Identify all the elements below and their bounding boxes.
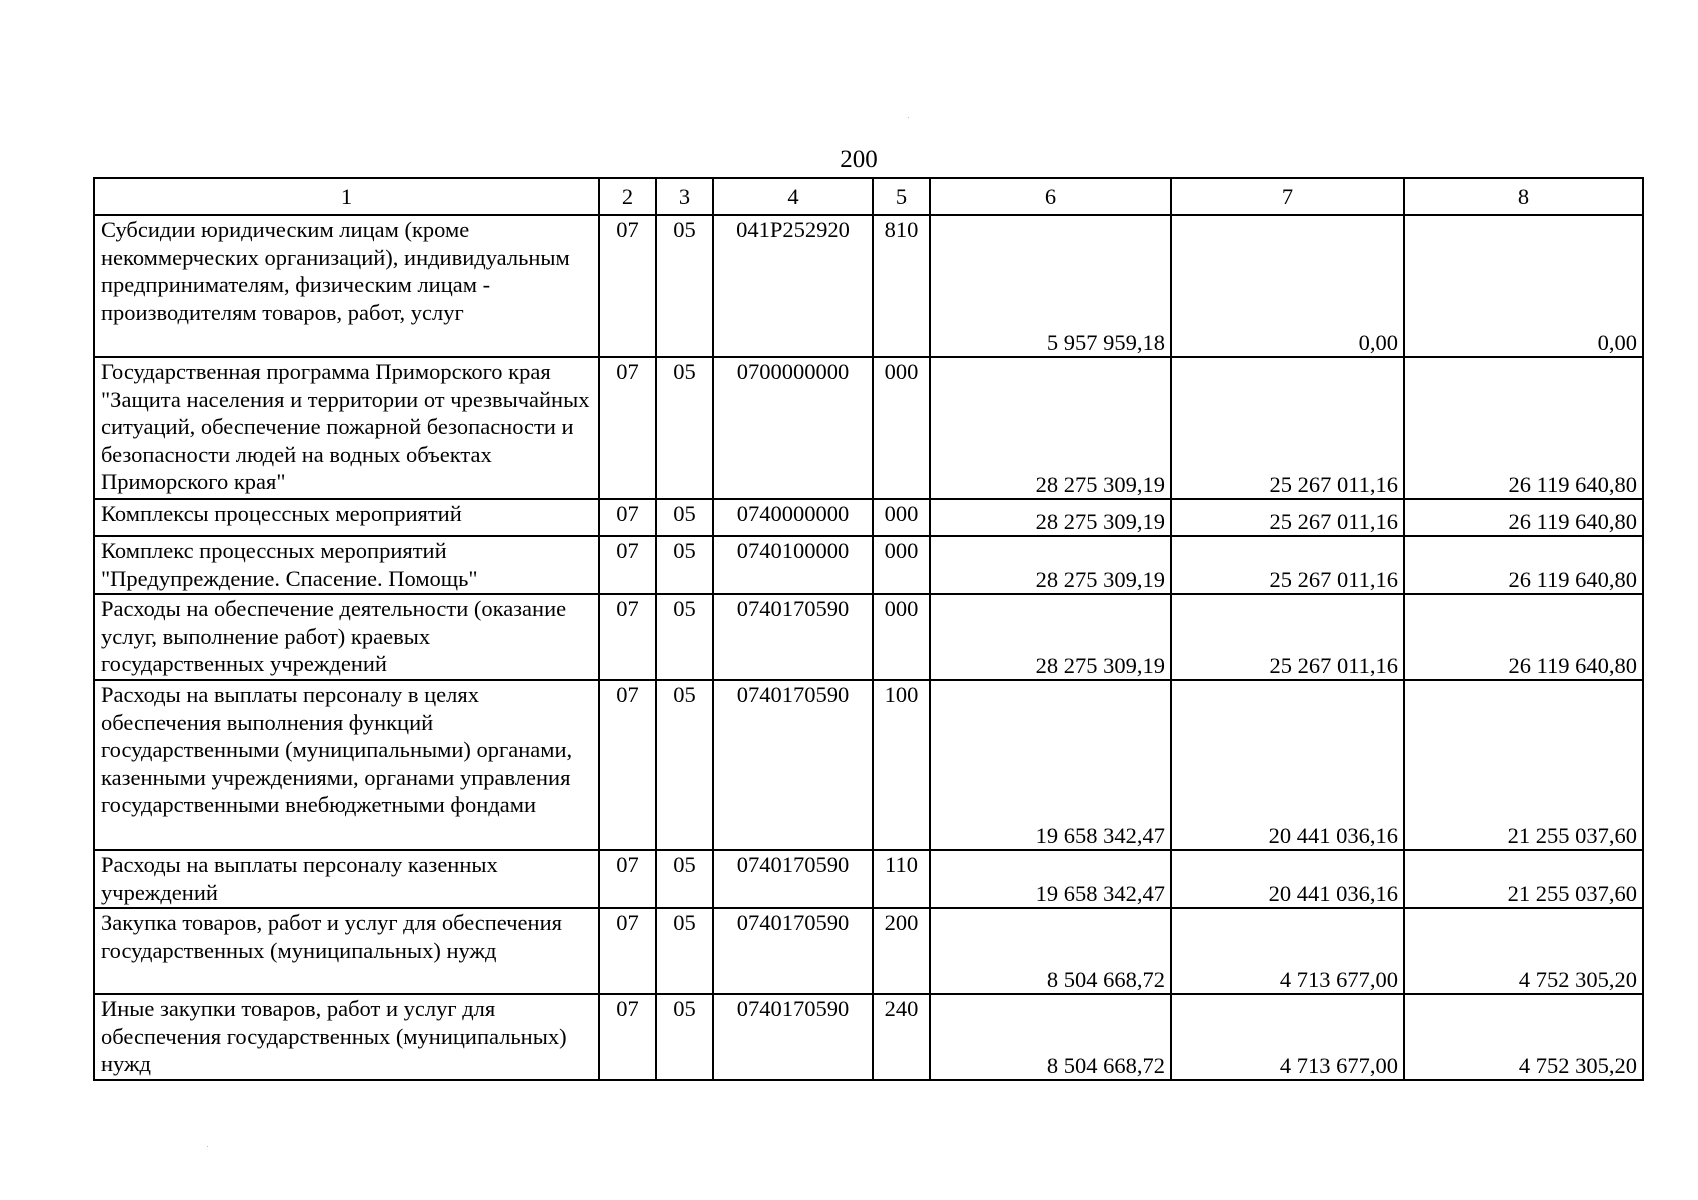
row-section: 07 <box>599 215 656 357</box>
row-target-article: 0740170590 <box>713 908 873 994</box>
row-subsection: 05 <box>656 594 713 680</box>
row-amount-col6: 8 504 668,72 <box>930 908 1171 994</box>
row-target-article: 0740170590 <box>713 680 873 850</box>
row-subsection: 05 <box>656 357 713 499</box>
header-col-5: 5 <box>873 178 930 215</box>
row-subsection: 05 <box>656 536 713 594</box>
row-subsection: 05 <box>656 908 713 994</box>
row-amount-col7: 20 441 036,16 <box>1171 850 1404 908</box>
budget-table <box>93 177 1644 1081</box>
header-col-1: 1 <box>94 178 599 215</box>
table-row <box>94 594 1643 680</box>
table-body <box>94 215 1643 1080</box>
table-row <box>94 215 1643 357</box>
row-section: 07 <box>599 908 656 994</box>
row-amount-col6: 19 658 342,47 <box>930 850 1171 908</box>
row-expense-type: 000 <box>873 499 930 536</box>
row-section: 07 <box>599 850 656 908</box>
row-target-article: 0740000000 <box>713 499 873 536</box>
table-row <box>94 908 1643 994</box>
row-subsection: 05 <box>656 680 713 850</box>
table-row <box>94 680 1643 850</box>
row-expense-type: 000 <box>873 536 930 594</box>
row-amount-col7: 20 441 036,16 <box>1171 680 1404 850</box>
row-amount-col8: 26 119 640,80 <box>1404 536 1643 594</box>
row-amount-col7: 4 713 677,00 <box>1171 994 1404 1080</box>
row-name: Комплексы процессных мероприятий <box>94 499 599 536</box>
row-name: Расходы на обеспечение деятельности (оказание услуг, выполнение работ) краевых государственных учреждений <box>94 594 599 680</box>
row-expense-type: 000 <box>873 594 930 680</box>
row-amount-col8: 21 255 037,60 <box>1404 680 1643 850</box>
row-amount-col8: 26 119 640,80 <box>1404 594 1643 680</box>
row-amount-col7: 25 267 011,16 <box>1171 536 1404 594</box>
row-amount-col7: 4 713 677,00 <box>1171 908 1404 994</box>
row-amount-col7: 25 267 011,16 <box>1171 594 1404 680</box>
row-name: Закупка товаров, работ и услуг для обеспечения государственных (муниципальных) нужд <box>94 908 599 994</box>
row-section: 07 <box>599 680 656 850</box>
row-amount-col6: 19 658 342,47 <box>930 680 1171 850</box>
header-col-3: 3 <box>656 178 713 215</box>
row-amount-col6: 28 275 309,19 <box>930 357 1171 499</box>
table-row <box>94 499 1643 536</box>
row-name: Субсидии юридическим лицам (кроме некоммерческих организаций), индивидуальным предпринимателям, физическим лицам - производителям товаров, работ, услуг <box>94 215 599 357</box>
row-subsection: 05 <box>656 850 713 908</box>
row-amount-col8: 21 255 037,60 <box>1404 850 1643 908</box>
row-name: Комплекс процессных мероприятий "Предупреждение. Спасение. Помощь" <box>94 536 599 594</box>
row-target-article: 041P252920 <box>713 215 873 357</box>
row-amount-col8: 26 119 640,80 <box>1404 357 1643 499</box>
row-subsection: 05 <box>656 994 713 1080</box>
header-col-2: 2 <box>599 178 656 215</box>
row-name: Иные закупки товаров, работ и услуг для обеспечения государственных (муниципальных) нужд <box>94 994 599 1080</box>
row-target-article: 0740100000 <box>713 536 873 594</box>
row-subsection: 05 <box>656 499 713 536</box>
row-amount-col6: 28 275 309,19 <box>930 536 1171 594</box>
row-target-article: 0740170590 <box>713 850 873 908</box>
row-amount-col8: 4 752 305,20 <box>1404 908 1643 994</box>
row-name: Расходы на выплаты персоналу в целях обеспечения выполнения функций государственными (муниципальными) органами, казенными учреждениями, органами управления государственными внебюджетными фондами <box>94 680 599 850</box>
row-section: 07 <box>599 994 656 1080</box>
row-amount-col7: 25 267 011,16 <box>1171 499 1404 536</box>
row-section: 07 <box>599 536 656 594</box>
header-col-7: 7 <box>1171 178 1404 215</box>
row-amount-col6: 8 504 668,72 <box>930 994 1171 1080</box>
scan-speck <box>207 1146 208 1147</box>
row-target-article: 0740170590 <box>713 594 873 680</box>
row-section: 07 <box>599 594 656 680</box>
row-target-article: 0700000000 <box>713 357 873 499</box>
row-expense-type: 810 <box>873 215 930 357</box>
row-section: 07 <box>599 499 656 536</box>
table-row <box>94 994 1643 1080</box>
table-row <box>94 850 1643 908</box>
row-amount-col8: 26 119 640,80 <box>1404 499 1643 536</box>
row-target-article: 0740170590 <box>713 994 873 1080</box>
row-name: Расходы на выплаты персоналу казенных учреждений <box>94 850 599 908</box>
row-name: Государственная программа Приморского края "Защита населения и территории от чрезвычайных ситуаций, обеспечение пожарной безопасности и безопасности людей на водных объектах Приморского края" <box>94 357 599 499</box>
row-expense-type: 000 <box>873 357 930 499</box>
row-expense-type: 100 <box>873 680 930 850</box>
header-row <box>94 178 1643 215</box>
row-amount-col6: 28 275 309,19 <box>930 499 1171 536</box>
table-row <box>94 536 1643 594</box>
row-amount-col8: 4 752 305,20 <box>1404 994 1643 1080</box>
row-amount-col6: 28 275 309,19 <box>930 594 1171 680</box>
header-col-4: 4 <box>713 178 873 215</box>
page-number: 200 <box>840 146 878 173</box>
row-amount-col6: 5 957 959,18 <box>930 215 1171 357</box>
table-header <box>94 178 1643 215</box>
scan-speck <box>908 117 909 118</box>
row-subsection: 05 <box>656 215 713 357</box>
header-col-8: 8 <box>1404 178 1643 215</box>
row-section: 07 <box>599 357 656 499</box>
row-expense-type: 110 <box>873 850 930 908</box>
row-expense-type: 240 <box>873 994 930 1080</box>
header-col-6: 6 <box>930 178 1171 215</box>
row-expense-type: 200 <box>873 908 930 994</box>
row-amount-col8: 0,00 <box>1404 215 1643 357</box>
table-row <box>94 357 1643 499</box>
row-amount-col7: 0,00 <box>1171 215 1404 357</box>
row-amount-col7: 25 267 011,16 <box>1171 357 1404 499</box>
